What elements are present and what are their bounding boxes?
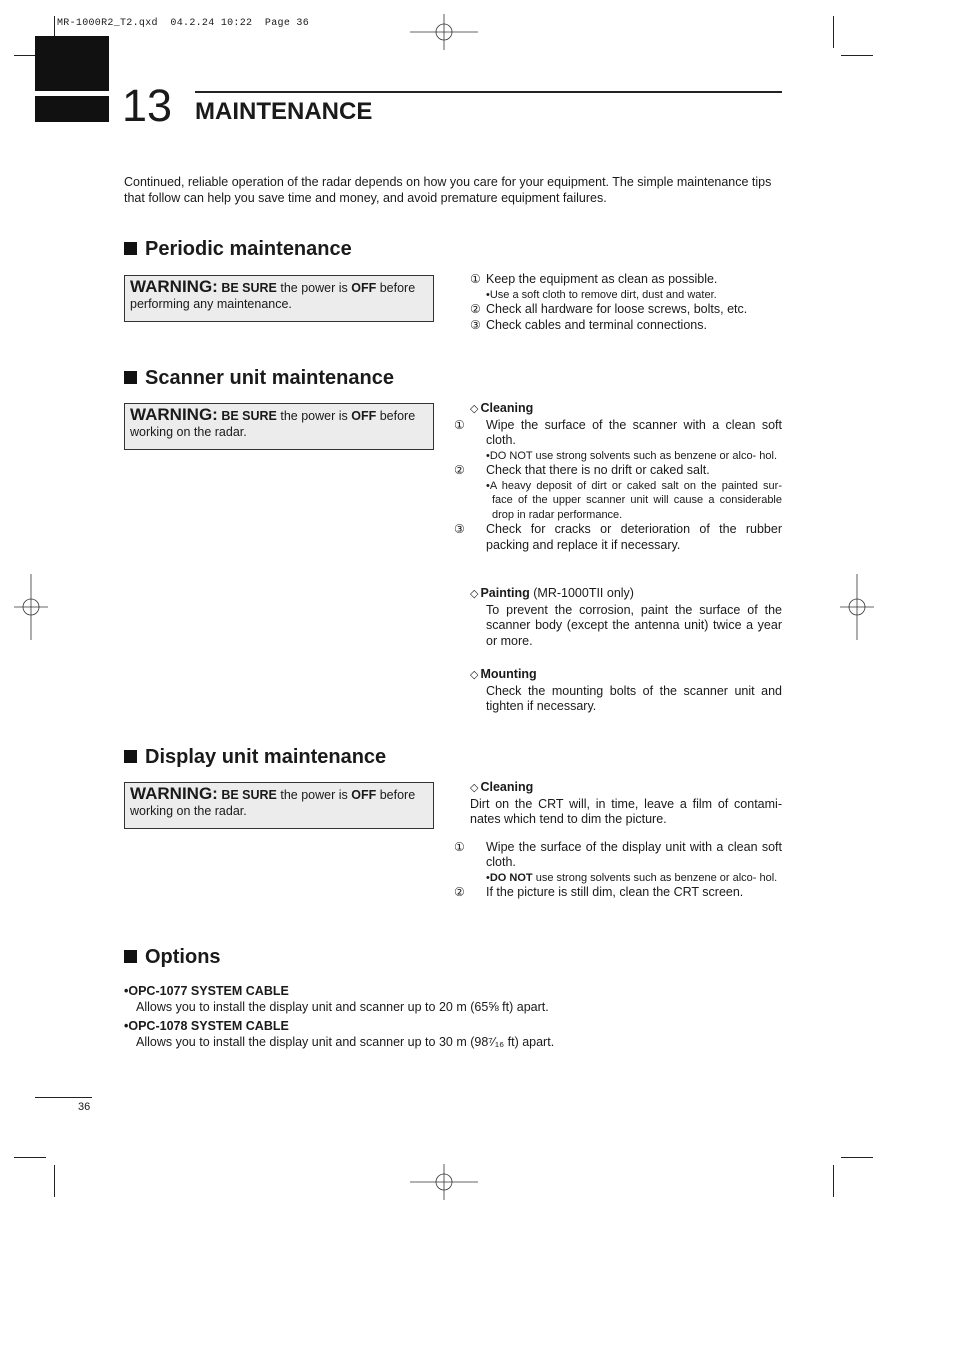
subheading-cleaning: ◇ Cleaning (470, 401, 534, 415)
option-name: •OPC-1078 SYSTEM CABLE (124, 1019, 289, 1033)
intro-paragraph: Continued, reliable operation of the radar depends on how you care for your equipment. The simple maintenance tips that follow can help you save time and money, and avoid premature equipment failures. (124, 175, 772, 205)
list-item: ② Check all hardware for loose screws, bolts, etc. (470, 302, 748, 316)
registration-mark-left (14, 574, 48, 640)
chapter-rule (195, 91, 782, 93)
option-desc: Allows you to install the display unit and scanner up to 30 m (98⁷⁄₁₆ ft) apart. (136, 1034, 555, 1049)
file-header: MR-1000R2_T2.qxd 04.2.24 10:22 Page 36 (57, 18, 310, 29)
display-cleaning: ◇ Cleaning Dirt on the CRT will, in time, leave a film of contami- nates which tend to dim the picture. ① Wipe the surface of the display unit with a clean soft cloth. •DO NOT use strong solvents such as benzene or alco- hol. ② If the picture is still dim, clean the CRT screen. (454, 780, 782, 899)
options-list (124, 984, 784, 1050)
section-heading-display: Display unit maintenance (124, 746, 386, 769)
scanner-mounting: ◇ Mounting Check the mounting bolts of the scanner unit and tighten if necessary. (470, 667, 782, 713)
chapter-title: MAINTENANCE (195, 98, 373, 125)
square-bullet-icon (124, 950, 137, 963)
periodic-list (470, 272, 782, 333)
section-heading-periodic: Periodic maintenance (124, 238, 352, 261)
scanner-cleaning: ◇ Cleaning ① Wipe the surface of the scanner with a clean soft cloth. •DO NOT use strong solvents such as benzene or alco- hol. ② Check that there is no drift or caked salt. •A heavy deposit of dirt or caked salt on the painted sur- face of the upper scanner unit will cause a considerable drop in radar performance. ③ Check for cracks or deterioration of the rubber packing and replace it if necessary. (454, 401, 782, 552)
square-bullet-icon (124, 371, 137, 384)
diamond-icon: ◇ (470, 588, 479, 600)
registration-mark-bottom (410, 1164, 478, 1200)
section-heading-options: Options (124, 946, 221, 969)
list-item-note: •Use a soft cloth to remove dirt, dust and water. (486, 288, 717, 301)
warning-box-display: WARNING: BE SURE the power is OFF before working on the radar. (124, 782, 434, 829)
registration-mark-top (410, 14, 478, 50)
footer-rule (35, 1097, 92, 1098)
registration-mark-right (840, 574, 874, 640)
chapter-tab-block (35, 36, 109, 91)
list-item: ③ Check cables and terminal connections. (470, 317, 707, 332)
warning-box-scanner: WARNING: BE SURE the power is OFF before working on the radar. (124, 403, 434, 450)
scanner-painting: ◇ Painting (MR-1000TII only) To prevent the corrosion, paint the surface of the scanner body (except the antenna unit) twice a year or more. (470, 586, 782, 648)
option-desc: Allows you to install the display unit and scanner up to 20 m (65⅝ ft) apart. (136, 999, 549, 1014)
chapter-tab-block-lower (35, 96, 109, 122)
option-name: •OPC-1077 SYSTEM CABLE (124, 984, 289, 998)
chapter-number: 13 (122, 80, 173, 131)
list-item: ① Keep the equipment as clean as possible. (470, 272, 718, 286)
section-heading-scanner: Scanner unit maintenance (124, 367, 394, 390)
page-number: 36 (78, 1101, 91, 1113)
diamond-icon: ◇ (470, 782, 479, 794)
square-bullet-icon (124, 242, 137, 255)
diamond-icon: ◇ (470, 669, 479, 681)
warning-box-periodic: WARNING: BE SURE the power is OFF before performing any maintenance. (124, 275, 434, 322)
diamond-icon: ◇ (470, 403, 479, 415)
square-bullet-icon (124, 750, 137, 763)
